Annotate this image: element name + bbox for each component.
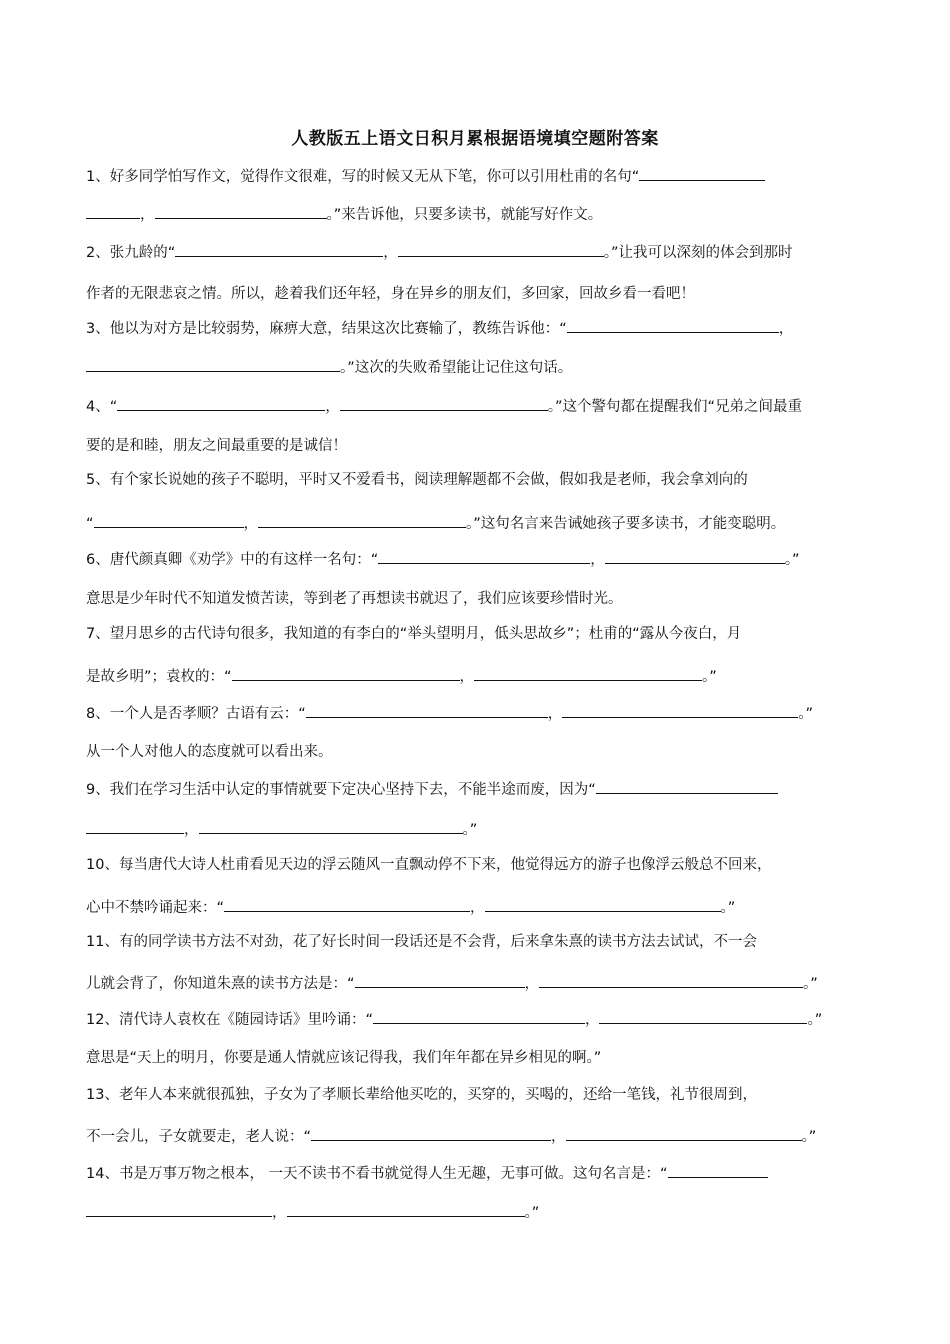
answer-blank[interactable] — [340, 395, 548, 411]
question-8-line-1: 8、一个人是否孝顺？古语有云：“ ， 。” — [86, 702, 866, 724]
answer-blank[interactable] — [86, 356, 340, 372]
answer-blank[interactable] — [373, 1008, 585, 1024]
answer-blank[interactable] — [539, 972, 803, 988]
answer-blank[interactable] — [86, 203, 140, 219]
question-14-line-2: ， 。” — [86, 1201, 866, 1223]
question-1-line-2: ， 。”来告诉他，只要多读书，就能写好作文。 — [86, 203, 866, 225]
question-8-line-2: 从一个人对他人的态度就可以看出来。 — [86, 744, 333, 760]
question-4-line-2: 要的是和睦，朋友之间最重要的是诚信！ — [86, 438, 347, 454]
question-12-line-1: 12、清代诗人袁枚在《随园诗话》里吟诵：“ ， 。” — [86, 1008, 866, 1030]
answer-blank[interactable] — [224, 896, 470, 912]
question-13-line-2: 不一会儿，子女就要走，老人说：“ ， 。” — [86, 1125, 866, 1147]
answer-blank[interactable] — [474, 665, 702, 681]
question-3-line-2: 。”这次的失败希望能让记住这句话。 — [86, 356, 866, 378]
answer-blank[interactable] — [605, 548, 785, 564]
answer-blank[interactable] — [355, 972, 525, 988]
question-11-line-1: 11、有的同学读书方法不对劲，花了好长时间一段话还是不会背，后来拿朱熹的读书方法去试试，不一会 — [86, 934, 757, 950]
answer-blank[interactable] — [258, 512, 466, 528]
answer-blank[interactable] — [175, 241, 383, 257]
answer-blank[interactable] — [86, 1201, 272, 1217]
answer-blank[interactable] — [311, 1125, 551, 1141]
answer-blank[interactable] — [562, 702, 798, 718]
answer-blank[interactable] — [232, 665, 460, 681]
question-5-line-1: 5、有个家长说她的孩子不聪明，平时又不爱看书，阅读理解题都不会做，假如我是老师，我会拿刘向的 — [86, 472, 748, 488]
question-7-line-1: 7、望月思乡的古代诗句很多，我知道的有李白的“举头望明月，低头思故乡”；杜甫的“露从今夜白，月 — [86, 626, 742, 642]
answer-blank[interactable] — [94, 512, 244, 528]
question-2-line-1: 2、张九龄的“ ， 。”让我可以深刻的体会到那时 — [86, 241, 866, 263]
question-6-line-2: 意思是少年时代不知道发愤苦读，等到老了再想读书就迟了，我们应该要珍惜时光。 — [86, 591, 623, 607]
answer-blank[interactable] — [668, 1162, 768, 1178]
question-13-line-1: 13、老年人本来就很孤独，子女为了孝顺长辈给他买吃的，买穿的，买喝的，还给一笔钱，礼节很周到， — [86, 1087, 757, 1103]
question-7-line-2: 是故乡明”；袁枚的：“ ， 。” — [86, 665, 866, 687]
question-10-line-1: 10、每当唐代大诗人杜甫看见天边的浮云随风一直飘动停不下来，他觉得远方的游子也像浮云般总不回来， — [86, 857, 772, 873]
question-6-line-1: 6、唐代颜真卿《劝学》中的有这样一名句：“ ， 。” — [86, 548, 866, 570]
answer-blank[interactable] — [596, 778, 778, 794]
question-9-line-2: ， 。” — [86, 818, 866, 840]
answer-blank[interactable] — [639, 165, 765, 181]
question-10-line-2: 心中不禁吟诵起来：“ ， 。” — [86, 896, 866, 918]
question-4-line-1: 4、“ ， 。”这个警句都在提醒我们“兄弟之间最重 — [86, 395, 866, 417]
page-title: 人教版五上语文日积月累根据语境填空题附答案 — [291, 129, 659, 149]
answer-blank[interactable] — [378, 548, 590, 564]
answer-blank[interactable] — [86, 818, 184, 834]
question-11-line-2: 儿就会背了，你知道朱熹的读书方法是：“ ， 。” — [86, 972, 866, 994]
answer-blank[interactable] — [485, 896, 721, 912]
question-3-line-1: 3、他以为对方是比较弱势，麻痹大意，结果这次比赛输了，教练告诉他：“ ， — [86, 317, 866, 339]
answer-blank[interactable] — [567, 317, 779, 333]
answer-blank[interactable] — [566, 1125, 802, 1141]
question-2-line-2: 作者的无限悲哀之情。所以，趁着我们还年轻，身在异乡的朋友们，多回家，回故乡看一看吧！ — [86, 286, 695, 302]
question-14-line-1: 14、书是万事万物之根本， 一天不读书不看书就觉得人生无趣，无事可做。这句名言是：“ — [86, 1162, 866, 1184]
answer-blank[interactable] — [199, 818, 463, 834]
answer-blank[interactable] — [287, 1201, 525, 1217]
answer-blank[interactable] — [306, 702, 548, 718]
question-12-line-2: 意思是“天上的明月，你要是通人情就应该记得我，我们年年都在异乡相见的啊。” — [86, 1050, 602, 1066]
answer-blank[interactable] — [155, 203, 327, 219]
answer-blank[interactable] — [599, 1008, 807, 1024]
answer-blank[interactable] — [398, 241, 604, 257]
question-1-line-1: 1、好多同学怕写作文，觉得作文很难，写的时候又无从下笔，你可以引用杜甫的名句“ — [86, 165, 866, 187]
question-5-line-2: “ ， 。”这句名言来告诫她孩子要多读书，才能变聪明。 — [86, 512, 866, 534]
answer-blank[interactable] — [117, 395, 325, 411]
question-9-line-1: 9、我们在学习生活中认定的事情就要下定决心坚持下去，不能半途而废，因为“ — [86, 778, 866, 800]
